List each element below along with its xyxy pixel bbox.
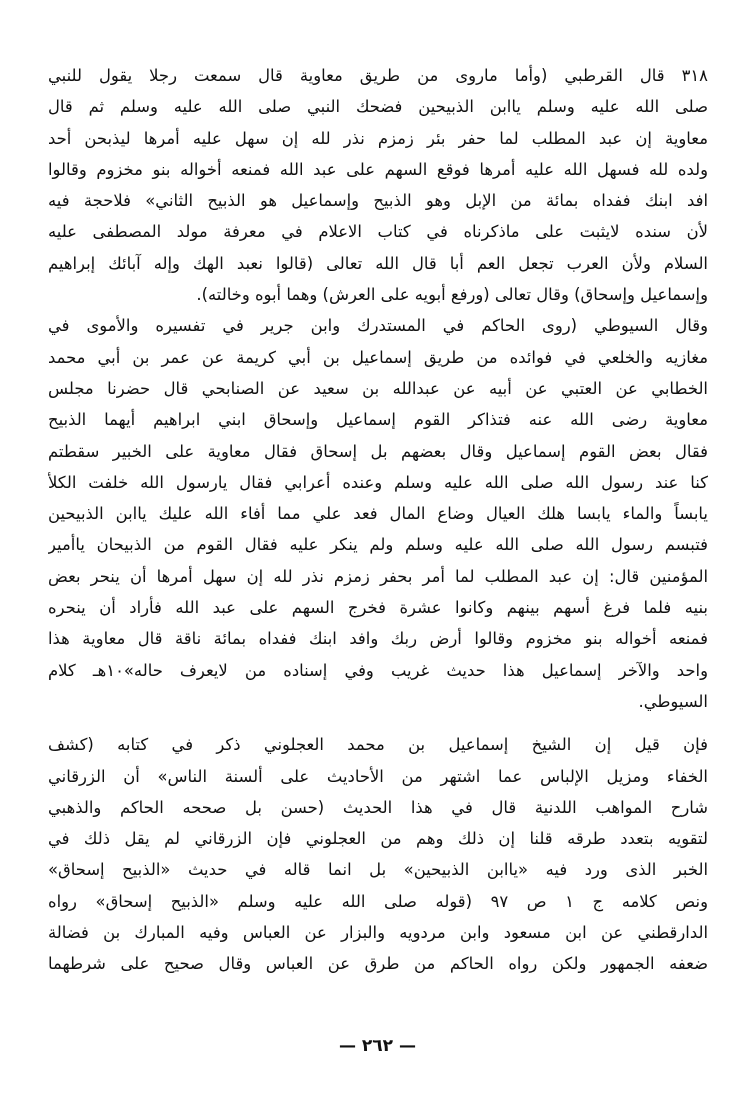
text-line: كنا عند رسول الله صلى الله عليه وسلم وعنده أعرابي فقال يارسول الله خلفت الكلأ — [48, 472, 708, 492]
text-line: لأن سنده لايثبت على ماذكرناه في كتاب الاعلام في معرفة مولد المصطفى عليه — [48, 222, 708, 242]
text-line: شارح المواهب اللدنية قال في هذا الحديث (حسن بل صححه الحاكم والذهبي — [48, 797, 708, 817]
paragraph-ajluni — [48, 729, 708, 979]
text-line: المؤمنين قال: إن عبد المطلب لما أمر بحفر زمزم نذر لله إن سهل أمرها أن ينحر بعض — [48, 566, 708, 586]
text-line: ٣١٨ قال القرطبي (وأما ماروى من طريق معاوية قال سمعت رجلا يقول للنبي — [48, 66, 708, 85]
page-number: — ٢٦٢ — — [339, 1036, 416, 1056]
text-line: السلام ولأن العرب تجعل العم أبا قال الله تعالى (قالوا نعبد الهك وإله آبائك إبراهيم — [48, 253, 708, 273]
paragraph-gap — [48, 717, 708, 729]
text-line: الخفاء ومزيل الإلباس عما اشتهر من الأحاديث على ألسنة الناس» أن الزرقاني — [48, 766, 708, 786]
text-line: صلى الله عليه وسلم ياابن الذبيحين فضحك النبي صلى الله عليه وسلم ثم قال — [48, 97, 708, 117]
text-line: فتبسم رسول الله صلى الله عليه وسلم ولم ينكر عليه فقال القوم من الذبيحان ياأمير — [48, 535, 708, 555]
text-line: معاوية رضى الله عنه فتذاكر القوم إسماعيل وإسحاق ابني ابراهيم أيهما الذبيح — [48, 410, 708, 430]
text-line: وإسماعيل وإسحاق) وقال تعالى (ورفع أبويه على العرش) وهما أبوه وخالته). — [196, 285, 708, 305]
text-line: الخبر الذى ورد فيه «ياابن الذبيحين» بل انما قاله في حديث «الذبيح إسحاق» — [48, 860, 708, 880]
text-line: واحد والآخر إسماعيل هذا حديث غريب وفي إسناده من لايعرف حاله»١٠هـ كلام — [48, 660, 708, 680]
paragraph-qurtubi — [48, 60, 708, 310]
paragraph-suyuti — [48, 310, 708, 717]
text-line: بنيه فلما فرغ أسهم بينهم وكانوا عشرة فخرج السهم على عبد الله فأراد أن ينحره — [48, 598, 708, 618]
text-line: مغازيه والخلعي في فوائده من طريق إسماعيل بن أبي كريمة عن عمر بن أبي محمد — [48, 347, 708, 367]
text-line: الخطابي عن العتبي عن أبيه عن عبدالله بن سعيد عن الصنابحي قال حضرنا مجلس — [48, 378, 708, 398]
text-line: فمنعه أخواله بنو مخزوم وقالوا أرض ربك وافد ابنك ففداه بمائة ناقة قال معاوية هذا — [48, 629, 708, 649]
page-body — [48, 60, 708, 980]
text-line: الدارقطني عن ابن مسعود وابن مردويه والبزار عن العباس وفيه المبارك بن فضالة — [48, 923, 708, 943]
text-line: فقال بعض القوم إسماعيل وقال بعضهم بل إسحاق فقال معاوية على الخبير سقطتم — [48, 441, 708, 461]
text-line: افد ابنك ففداه بمائة من الإبل وهو الذبيح وإسماعيل هو الذبيح الثاني» فلاحجة فيه — [48, 191, 708, 211]
text-line: فإن قيل إن الشيخ إسماعيل بن محمد العجلوني ذكر في كتابه (كشف — [48, 735, 708, 755]
text-line: يابساً والماء يابسا هلك العيال وضاع المال فعد علي مما أفاء الله عليك ياابن الذبيحين — [48, 504, 708, 524]
text-line: معاوية إن عبد المطلب لما حفر بئر زمزم نذر لله إن سهل عليه أمرها ليذبحن أحد — [48, 128, 708, 148]
text-line: لتقويه بتعدد طرقه قلنا إن ذلك وهم من العجلوني فإن الزرقاني لم يقل ذلك في — [48, 829, 708, 849]
text-line: ونص كلامه ج ١ ص ٩٧ (قوله صلى الله عليه وسلم «الذبيح إسحاق» رواه — [48, 891, 708, 911]
text-line: وقال السيوطي (روى الحاكم في المستدرك وابن جرير في تفسيره والأموى في — [48, 316, 708, 336]
text-line: ولده لله فسهل الله عليه أمرها فوقع السهم على عبد الله فمنعه أخواله بنو مخزوم وقالوا — [48, 159, 708, 179]
text-line: السيوطي. — [638, 691, 708, 711]
text-line: ضعفه الجمهور ولكن رواه الحاكم من طرق عن العباس وقال صحيح على شرطهما — [48, 954, 708, 974]
